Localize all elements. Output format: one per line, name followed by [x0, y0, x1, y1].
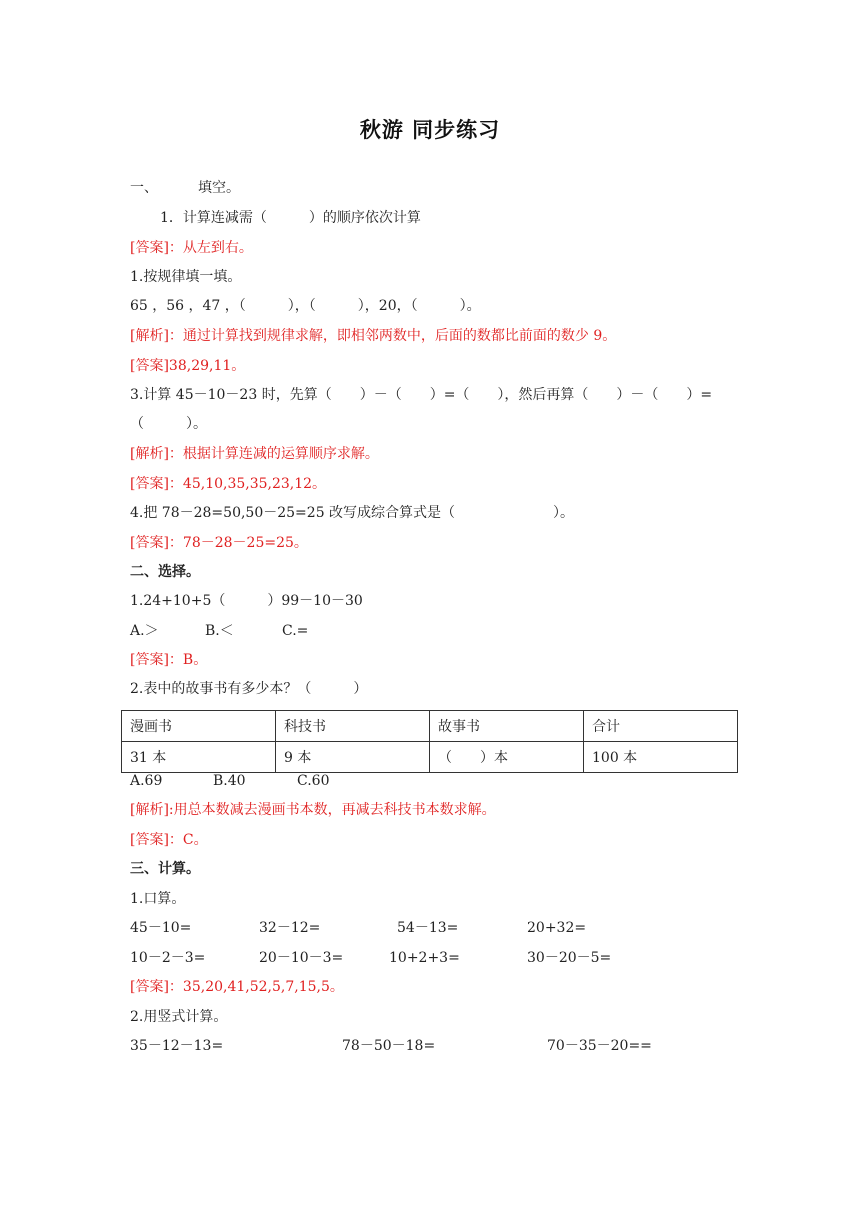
s1-q4-answer: [答案]：78－28－25=25。: [130, 535, 308, 551]
section-3-heading: 三、计算。: [130, 861, 200, 877]
table-cell: 合计: [584, 711, 738, 742]
oral-calc-item: 54－13=: [397, 920, 459, 936]
s2-q2-analysis: [解析]:用总本数减去漫画书本数，再减去科技书本数求解。: [130, 802, 496, 818]
oral-calc-item: 10+2+3=: [389, 950, 460, 966]
books-table: [121, 710, 738, 773]
table-header-row: [122, 711, 738, 742]
s2-q1-answer: [答案]：B。: [130, 652, 208, 668]
s2-q1-option-b: B.＜: [205, 623, 234, 639]
s1-q3-analysis: [解析]：根据计算连减的运算顺序求解。: [130, 446, 379, 462]
s1-q2-title: 1.按规律填一填。: [130, 269, 242, 285]
page-title: 秋游 同步练习: [359, 118, 501, 142]
vertical-calc-item: 78－50－18=: [342, 1038, 436, 1054]
table-cell: 故事书: [430, 711, 584, 742]
s1-q2-analysis: [解析]：通过计算找到规律求解，即相邻两数中，后面的数都比前面的数少 9。: [130, 328, 617, 344]
s1-q3-line1: 3.计算 45－10－23 时，先算（ ）－（ ）=（ ），然后再算（ ）－（ ）=: [130, 387, 713, 403]
table-cell: 31 本: [122, 742, 276, 773]
table-row: [122, 742, 738, 773]
s2-q2-answer: [答案]：C。: [130, 832, 208, 848]
vertical-calc-item: 35－12－13=: [130, 1038, 224, 1054]
s2-q1-option-c: C.=: [282, 623, 309, 639]
oral-calc-item: 30－20－5=: [527, 950, 612, 966]
table-cell: 科技书: [276, 711, 430, 742]
s2-q2: 2.表中的故事书有多少本？（ ）: [130, 681, 368, 697]
s1-q3-line2: （ ）。: [130, 416, 207, 432]
s2-q1: 1.24+10+5（ ）99－10－30: [130, 593, 363, 609]
section-1-number: 一、: [130, 180, 158, 196]
table-cell: （ ）本: [430, 742, 584, 773]
s2-q2-option-c: C.60: [297, 773, 330, 789]
s3-q2-title: 2.用竖式计算。: [130, 1009, 228, 1025]
s1-q2-answer: [答案]38,29,11。: [130, 358, 246, 374]
table-cell: 100 本: [584, 742, 738, 773]
s2-q1-option-a: A.＞: [130, 623, 159, 639]
s1-q1: 1．计算连减需（ ）的顺序依次计算: [160, 210, 421, 226]
s1-q3-answer: [答案]：45,10,35,35,23,12。: [130, 476, 327, 492]
s2-q2-option-a: A.69: [130, 773, 163, 789]
section-2-heading: 二、选择。: [130, 564, 200, 580]
section-1-title: 填空。: [198, 180, 240, 196]
oral-calc-item: 20－10－3=: [259, 950, 344, 966]
table-cell: 9 本: [276, 742, 430, 773]
s1-a1: [答案]：从左到右。: [130, 240, 253, 256]
oral-calc-item: 10－2－3=: [130, 950, 206, 966]
vertical-calc-item: 70－35－20==: [547, 1038, 652, 1054]
s1-q2-sequence: 65 ，56 ，47 ，（ ），（ ），20，（ ）。: [130, 298, 481, 314]
s3-q1-title: 1.口算。: [130, 891, 186, 907]
s3-q1-answer: [答案]：35,20,41,52,5,7,15,5。: [130, 979, 344, 995]
oral-calc-item: 32－12=: [259, 920, 321, 936]
oral-calc-item: 45－10=: [130, 920, 192, 936]
section-1-heading: [130, 178, 240, 198]
oral-calc-item: 20+32=: [527, 920, 587, 936]
s1-q4: 4.把 78－28=50,50－25=25 改写成综合算式是（ ）。: [130, 505, 575, 521]
s2-q2-option-b: B.40: [213, 773, 246, 789]
table-cell: 漫画书: [122, 711, 276, 742]
